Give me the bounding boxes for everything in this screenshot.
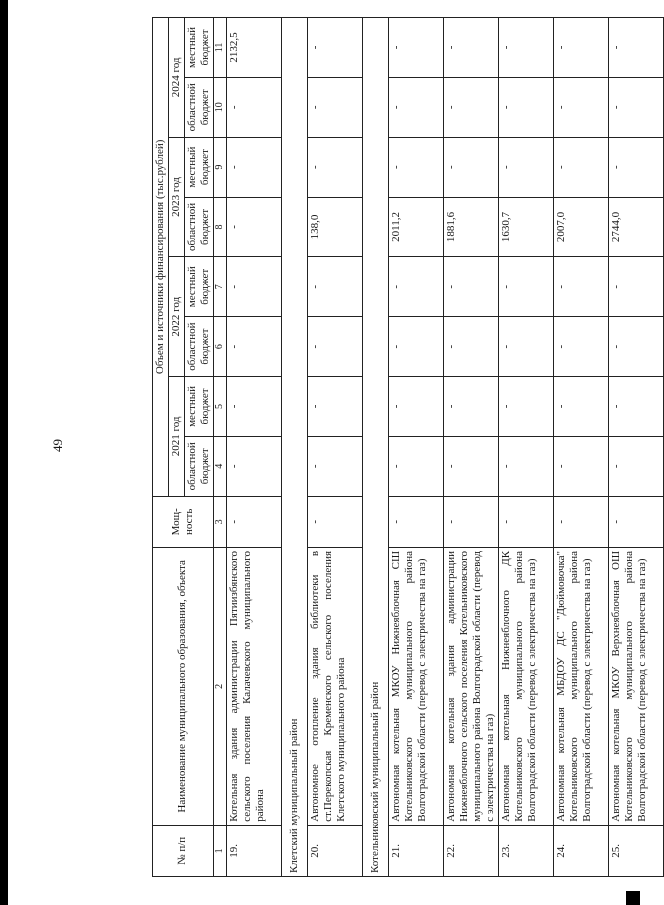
- budget-cell: -: [226, 317, 281, 377]
- budget-cell: -: [388, 137, 443, 197]
- budget-cell: 1881,6: [443, 197, 498, 257]
- header-regional-budget: областной бюджет: [184, 197, 213, 257]
- budget-cell: 2132,5: [226, 18, 281, 78]
- header-local-budget: местный бюджет: [184, 18, 213, 78]
- header-num: № п/п: [153, 825, 214, 876]
- column-number: 10: [213, 77, 226, 137]
- budget-cell: -: [388, 257, 443, 317]
- rotated-sheet: [152, 17, 648, 877]
- column-number: 9: [213, 137, 226, 197]
- row-number: 23.: [498, 825, 553, 876]
- budget-cell: -: [553, 436, 608, 496]
- column-number: 11: [213, 18, 226, 78]
- object-name: Автономная котельная здания администрации Нижнеяблочного сельского поселения Котельниковского муниципального района Волгоградской области (перевод с электричества на газ): [443, 547, 498, 825]
- budget-cell: -: [443, 377, 498, 437]
- budget-cell: -: [498, 137, 553, 197]
- column-number: 2: [213, 547, 226, 825]
- power-cell: -: [443, 496, 498, 547]
- budget-cell: -: [553, 377, 608, 437]
- column-numbers-row: [213, 18, 226, 877]
- row-number: 24.: [553, 825, 608, 876]
- scan-edge-left: [0, 0, 8, 905]
- financing-table: [152, 17, 664, 877]
- budget-cell: -: [226, 77, 281, 137]
- object-name: Автономная котельная МБДОУ ДС "Дюймовочка" Котельниковского муниципального района Волгоградской области (перевод с электричества на газ): [553, 547, 608, 825]
- header-year-2023: 2023 год: [168, 137, 184, 257]
- budget-cell: -: [443, 137, 498, 197]
- object-name: Автономная котельная МКОУ Верхнеяблочная ОШ Котельниковского муниципального района Волгоградской области (перевод с электричества на газ): [608, 547, 663, 825]
- object-name: Автономное отопление здания библиотеки в ст.Перекопская Кременского сельского поселения Клетского муниципального района: [307, 547, 362, 825]
- power-cell: -: [498, 496, 553, 547]
- table-row: [498, 18, 553, 877]
- district-row: [281, 18, 307, 877]
- header-local-budget: местный бюджет: [184, 377, 213, 437]
- budget-cell: -: [498, 317, 553, 377]
- column-number: 1: [213, 825, 226, 876]
- budget-cell: -: [388, 436, 443, 496]
- budget-cell: -: [498, 436, 553, 496]
- budget-cell: -: [443, 18, 498, 78]
- budget-cell: -: [388, 317, 443, 377]
- column-number: 5: [213, 377, 226, 437]
- header-year-2022: 2022 год: [168, 257, 184, 377]
- column-number: 6: [213, 317, 226, 377]
- budget-cell: -: [307, 317, 362, 377]
- table-body: [226, 18, 663, 877]
- budget-cell: -: [226, 197, 281, 257]
- budget-cell: -: [608, 137, 663, 197]
- budget-cell: -: [608, 317, 663, 377]
- budget-cell: -: [388, 377, 443, 437]
- power-cell: -: [388, 496, 443, 547]
- budget-cell: 1630,7: [498, 197, 553, 257]
- budget-cell: -: [553, 18, 608, 78]
- budget-cell: -: [307, 137, 362, 197]
- header-name: Наименование муниципального образования, объекта: [153, 547, 214, 825]
- header-power: Мощ- ность: [153, 496, 214, 547]
- column-number: 4: [213, 436, 226, 496]
- budget-cell: -: [498, 257, 553, 317]
- budget-cell: -: [226, 377, 281, 437]
- header-year-2021: 2021 год: [168, 377, 184, 497]
- budget-cell: 2007,0: [553, 197, 608, 257]
- budget-cell: -: [608, 77, 663, 137]
- header-financing: Объем и источники финансирования (тыс.рублей): [153, 18, 169, 497]
- row-number: 22.: [443, 825, 498, 876]
- header-local-budget: местный бюджет: [184, 137, 213, 197]
- row-number: 19.: [226, 825, 281, 876]
- budget-cell: -: [498, 18, 553, 78]
- table-row: [226, 18, 281, 877]
- table-row: [307, 18, 362, 877]
- budget-cell: -: [307, 436, 362, 496]
- page-number: 49: [50, 439, 65, 452]
- district-name: Клетский муниципальный район: [281, 18, 307, 877]
- column-number: 3: [213, 496, 226, 547]
- budget-cell: 2744,0: [608, 197, 663, 257]
- table-row: [553, 18, 608, 877]
- budget-cell: -: [443, 436, 498, 496]
- header-local-budget: местный бюджет: [184, 257, 213, 317]
- budget-cell: -: [498, 377, 553, 437]
- row-number: 20.: [307, 825, 362, 876]
- object-name: Автономная котельная МКОУ Нижнеяблочная СШ Котельниковского муниципального района Волгоградской области (перевод с электричества на газ): [388, 547, 443, 825]
- column-number: 8: [213, 197, 226, 257]
- district-name: Котельниковский муниципальный район: [362, 18, 388, 877]
- header-regional-budget: областной бюджет: [184, 77, 213, 137]
- power-cell: -: [553, 496, 608, 547]
- budget-cell: -: [226, 257, 281, 317]
- budget-cell: -: [226, 436, 281, 496]
- table-row: [388, 18, 443, 877]
- budget-cell: -: [443, 317, 498, 377]
- budget-cell: -: [443, 77, 498, 137]
- header-regional-budget: областной бюджет: [184, 317, 213, 377]
- budget-cell: -: [498, 77, 553, 137]
- row-number: 21.: [388, 825, 443, 876]
- scan-edge-corner: [626, 891, 640, 905]
- object-name: Автономная котельная Нижнеяблочного ДК Котельниковского муниципального района Волгоградской области (перевод с электричества на газ): [498, 547, 553, 825]
- budget-cell: -: [553, 137, 608, 197]
- column-number: 7: [213, 257, 226, 317]
- budget-cell: -: [553, 317, 608, 377]
- power-cell: -: [226, 496, 281, 547]
- budget-cell: -: [307, 18, 362, 78]
- budget-cell: -: [553, 257, 608, 317]
- budget-cell: -: [388, 18, 443, 78]
- budget-cell: -: [608, 436, 663, 496]
- table-row: [608, 18, 663, 877]
- header-regional-budget: областной бюджет: [184, 436, 213, 496]
- table-row: [443, 18, 498, 877]
- power-cell: -: [608, 496, 663, 547]
- district-row: [362, 18, 388, 877]
- budget-cell: 138,0: [307, 197, 362, 257]
- budget-cell: -: [307, 77, 362, 137]
- header-year-2024: 2024 год: [168, 18, 184, 138]
- power-cell: -: [307, 496, 362, 547]
- budget-cell: -: [608, 18, 663, 78]
- budget-cell: -: [608, 257, 663, 317]
- row-number: 25.: [608, 825, 663, 876]
- budget-cell: -: [388, 77, 443, 137]
- budget-cell: -: [553, 77, 608, 137]
- budget-cell: -: [307, 377, 362, 437]
- budget-cell: -: [226, 137, 281, 197]
- budget-cell: -: [608, 377, 663, 437]
- budget-cell: -: [443, 257, 498, 317]
- budget-cell: -: [307, 257, 362, 317]
- budget-cell: 2011,2: [388, 197, 443, 257]
- object-name: Котельная здания администрации Пятиизбянского сельского поселения Калачевского муниципального района: [226, 547, 281, 825]
